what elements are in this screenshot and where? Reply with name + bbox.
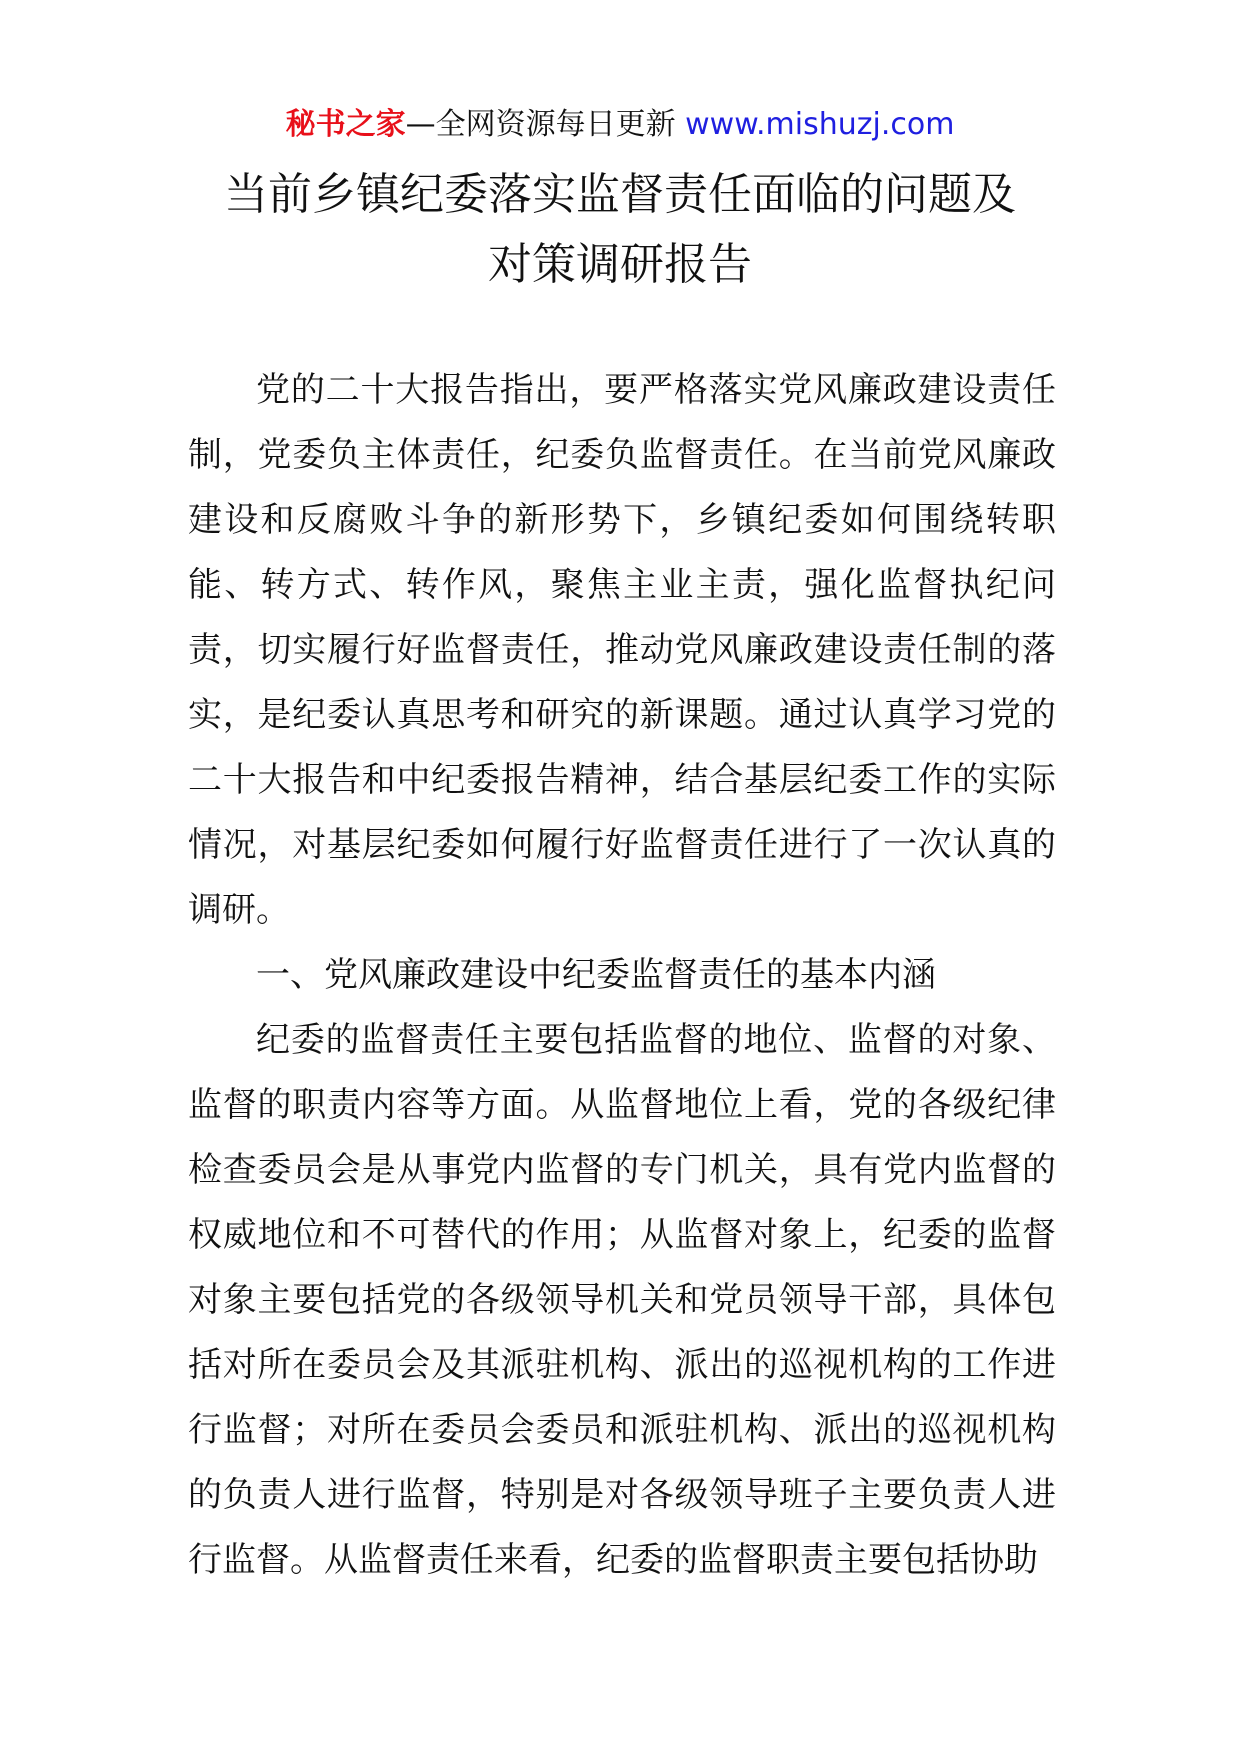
site-url-link[interactable]: www.mishuzj.com — [685, 107, 955, 142]
site-header — [0, 98, 1240, 152]
document-body — [188, 358, 1056, 1593]
title-line-2: 对策调研报告 — [488, 239, 752, 290]
paragraph-section-1: 纪委的监督责任主要包括监督的地位、监督的对象、监督的职责内容等方面。从监督地位上看，党的各级纪律检查委员会是从事党内监督的专门机关，具有党内监督的权威地位和不可替代的作用；从监督对象上，纪委的监督对象主要包括党的各级领导机关和党员领导干部，具体包括对所在委员会及其派驻机构、派出的巡视机构的工作进行监督；对所在委员会委员和派驻机构、派出的巡视机构的负责人进行监督，特别是对各级领导班子主要负责人进行监督。从监督责任来看，纪委的监督职责主要包括协助 — [188, 1020, 1056, 1580]
paragraph-intro: 党的二十大报告指出，要严格落实党风廉政建设责任制，党委负主体责任，纪委负监督责任。在当前党风廉政建设和反腐败斗争的新形势下，乡镇纪委如何围绕转职能、转方式、转作风，聚焦主业主责，强化监督执纪问责，切实履行好监督责任，推动党风廉政建设责任制的落实，是纪委认真思考和研究的新课题。通过认真学习党的二十大报告和中纪委报告精神，结合基层纪委工作的实际情况，对基层纪委如何履行好监督责任进行了一次认真的调研。 — [188, 370, 1056, 930]
title-line-1: 当前乡镇纪委落实监督责任面临的问题及 — [224, 169, 1016, 220]
site-brand: 秘书之家 — [285, 107, 406, 142]
document-title — [150, 160, 1090, 300]
section-heading-1: 一、党风廉政建设中纪委监督责任的基本内涵 — [256, 955, 936, 995]
site-tagline: —全网资源每日更新 — [405, 107, 686, 142]
